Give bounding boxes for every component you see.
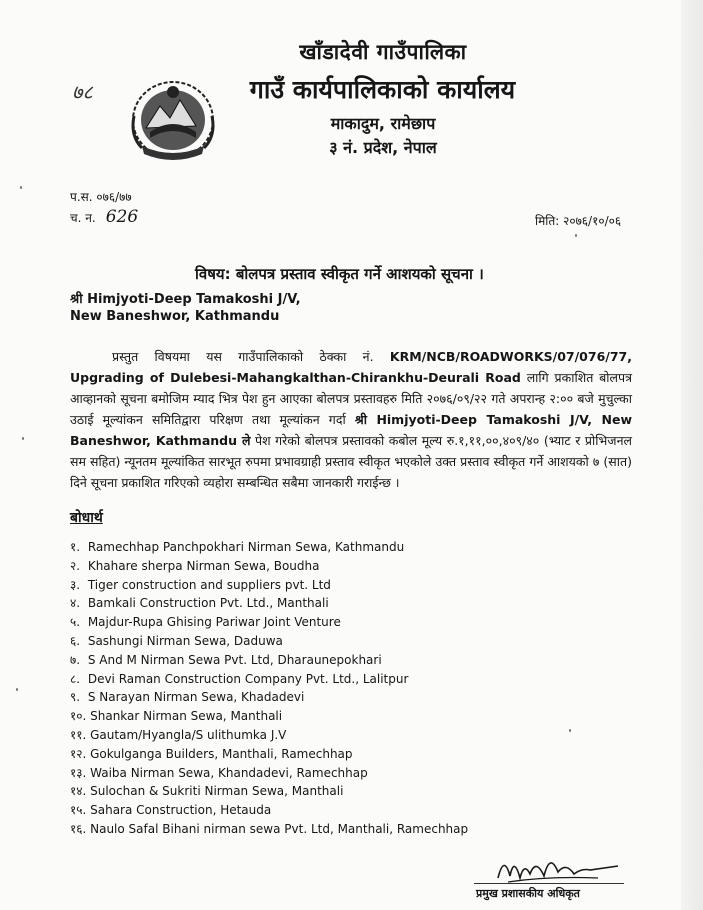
cc-list-item: [70, 782, 490, 801]
body-end: पेश गरेको बोलपत्र प्रस्तावको कबोल मूल्य रु.१,११,००,४०९/४० (भ्याट र प्रोभिजनल सम सहित) न्यूनतम मूल्यांकित सारभूत रुपमा प्रभावग्राही प्रस्ताव स्वीकृत भएकोले उक्त प्रस्ताव स्वीकृत गर्ने आशयको ७ (सात) दिने सूचना प्रकाशित गरिएको व्यहोरा सम्बन्धित सबैमा जानकारी गराईन्छ ।: [70, 433, 632, 490]
scan-speck: [569, 729, 571, 732]
cc-item-number: ७.: [70, 652, 81, 667]
body-middle: लागि प्रकाशित बोलपत्र आव्हानको सूचना बमोजिम म्याद भित्र पेश हुन आएका बोलपत्र प्रस्तावहरु मिति २०७६/०९/२२ गते अपरान्ह २:०० बजे मुचुल्का उठाई मूल्यांकन समितिद्वारा परिक्षण तथा मूल्यांकन गर्दा: [70, 370, 632, 427]
cc-item-text: Naulo Safal Bihani nirman sewa Pvt. Ltd, Manthali, Ramechhap: [90, 821, 469, 836]
cc-list-item: [70, 820, 490, 839]
cc-list-item: [70, 594, 490, 613]
page-edge-shadow: [681, 0, 703, 910]
body-intro: प्रस्तुत विषयमा यस गाउँपालिकाको ठेक्का नं.: [112, 349, 374, 364]
cc-list-item: [70, 670, 490, 689]
bidder-name: श्री Himjyoti-Deep Tamakoshi J/V, New Baneshwor, Kathmandu ले: [70, 412, 632, 448]
cc-list-item: [70, 538, 490, 557]
cc-item-text: Gautam/Hyangla/S ulithumka J.V: [90, 727, 287, 742]
dispatch-number-row: [70, 207, 138, 227]
cc-item-text: Khahare sherpa Nirman Sewa, Boudha: [87, 558, 320, 573]
province-country: ३ नं. प्रदेश, नेपाल: [329, 138, 437, 157]
recipient-name: श्री Himjyoti-Deep Tamakoshi J/V,: [70, 292, 301, 307]
dispatch-number: 626: [105, 207, 139, 227]
cc-item-text: Sahara Construction, Hetauda: [90, 803, 272, 818]
signature-title: प्रमुख प्रशासकीय अधिकृत: [476, 887, 580, 900]
cc-list-item: [70, 557, 490, 576]
cc-list-item: [70, 632, 490, 651]
cc-heading: बोधार्थ: [70, 510, 103, 526]
cc-item-number: ११.: [70, 727, 87, 742]
nepal-emblem-icon: [128, 76, 218, 162]
cc-item-number: १०.: [70, 709, 87, 724]
cc-item-number: १६.: [70, 821, 87, 836]
scan-speck: [20, 186, 22, 189]
notice-body: [70, 346, 632, 493]
cc-item-number: ३.: [70, 577, 81, 592]
office-address: माकादुम, रामेछाप: [330, 114, 436, 133]
recipient-address: New Baneshwor, Kathmandu: [70, 309, 280, 324]
cc-item-number: १४.: [70, 784, 87, 799]
cc-list-item: [70, 726, 490, 745]
cc-item-text: Sashungi Nirman Sewa, Daduwa: [87, 633, 283, 648]
scan-speck: [22, 437, 24, 440]
handwritten-number: ७८: [72, 80, 93, 104]
cc-item-number: ५.: [70, 615, 81, 630]
project-name: Upgrading of Dulebesi-Mahangkalthan-Chirankhu-Deurali Road: [70, 370, 521, 385]
cc-item-text: Ramechhap Panchpokhari Nirman Sewa, Kathmandu: [87, 540, 405, 554]
cc-item-text: Devi Raman Construction Company Pvt. Ltd., Lalitpur: [87, 671, 409, 686]
cc-list-item: [70, 576, 490, 595]
scan-speck: [575, 234, 577, 237]
cc-list-item: [70, 651, 490, 670]
cc-list: [70, 538, 490, 839]
cc-list-item: [70, 613, 490, 632]
cc-item-number: ६.: [70, 633, 81, 648]
municipality-name: खाँडादेवी गाउँपालिका: [299, 40, 467, 64]
subject-line: विषय: बोलपत्र प्रस्ताव स्वीकृत गर्ने आशयको सूचना ।: [195, 265, 484, 283]
scan-speck: [16, 688, 18, 691]
cc-item-text: Bamkali Construction Pvt. Ltd., Manthali: [87, 596, 329, 611]
cc-item-number: १.: [70, 540, 81, 554]
cc-item-text: S And M Nirman Sewa Pvt. Ltd, Dharaunepokhari: [87, 652, 382, 667]
cc-item-text: Sulochan & Sukriti Nirman Sewa, Manthali: [90, 784, 344, 799]
cc-item-text: Gokulganga Builders, Manthali, Ramechhap: [90, 746, 353, 761]
cc-item-text: Waiba Nirman Sewa, Khandadevi, Ramechhap: [90, 765, 368, 780]
cc-list-item: [70, 688, 490, 707]
letter-date: मिति: २०७६/१०/०६: [535, 214, 622, 228]
cc-item-text: S Narayan Nirman Sewa, Khadadevi: [87, 690, 305, 705]
cc-item-text: Shankar Nirman Sewa, Manthali: [90, 709, 283, 724]
cc-item-number: ४.: [70, 596, 81, 611]
letter-number: प.स. ०७६/७७: [70, 190, 132, 204]
cc-item-number: १३.: [70, 765, 87, 780]
cc-item-number: २.: [70, 558, 81, 573]
signature-line: [474, 883, 624, 884]
cc-list-item: [70, 801, 490, 820]
cc-item-text: Majdur-Rupa Ghising Pariwar Joint Venture: [87, 615, 341, 630]
contract-number: KRM/NCB/ROADWORKS/07/076/77,: [389, 349, 632, 364]
cc-item-number: ९.: [70, 690, 81, 705]
cc-item-number: १५.: [70, 803, 87, 818]
cc-item-number: १२.: [70, 746, 87, 761]
cc-item-number: ८.: [70, 671, 81, 686]
cc-list-item: [70, 745, 490, 764]
office-name: गाउँ कार्यपालिकाको कार्यालय: [249, 75, 516, 104]
cc-item-text: Tiger construction and suppliers pvt. Ltd: [87, 577, 331, 592]
cc-list-item: [70, 764, 490, 783]
cc-list-item: [70, 707, 490, 726]
dispatch-label: च. न.: [70, 211, 96, 225]
